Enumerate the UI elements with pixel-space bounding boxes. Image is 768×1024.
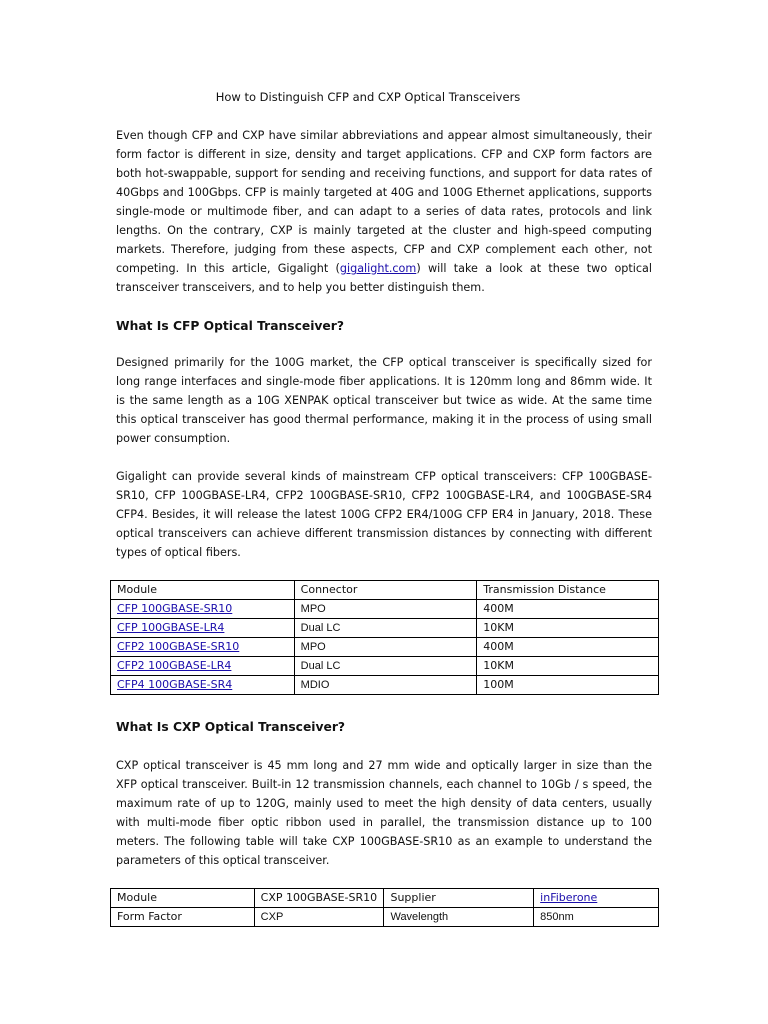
module-link[interactable]: CFP2 100GBASE-LR4 bbox=[111, 657, 295, 676]
module-link[interactable]: CFP 100GBASE-SR10 bbox=[111, 600, 295, 619]
connector-cell: MDIO bbox=[294, 676, 477, 695]
label-cell: Wavelength bbox=[384, 908, 534, 927]
cfp-modules-table bbox=[110, 580, 659, 695]
connector-cell: MPO bbox=[294, 600, 477, 619]
cxp-heading: What Is CXP Optical Transceiver? bbox=[116, 720, 346, 734]
table-row bbox=[111, 908, 659, 927]
cxp-parameters-table bbox=[110, 888, 659, 927]
document-title: How to Distinguish CFP and CXP Optical Transceivers bbox=[215, 90, 521, 104]
header-connector: Connector bbox=[294, 581, 477, 600]
module-link[interactable]: CFP2 100GBASE-SR10 bbox=[111, 638, 295, 657]
table-header-row bbox=[111, 581, 659, 600]
table-row bbox=[111, 889, 659, 908]
distance-cell: 100M bbox=[477, 676, 659, 695]
table-row bbox=[111, 638, 659, 657]
value-cell: CXP 100GBASE-SR10 bbox=[254, 889, 384, 908]
cfp-heading: What Is CFP Optical Transceiver? bbox=[116, 319, 344, 333]
intro-text-after-link: ) will take a look at these two optical transceiver transceivers, and to help you better distinguish them. bbox=[116, 262, 652, 294]
table-row bbox=[111, 676, 659, 695]
table-row bbox=[111, 600, 659, 619]
header-module: Module bbox=[111, 581, 295, 600]
label-cell: Module bbox=[111, 889, 255, 908]
module-link[interactable]: CFP4 100GBASE-SR4 bbox=[111, 676, 295, 695]
label-cell: Supplier bbox=[384, 889, 534, 908]
cfp-paragraph-1: Designed primarily for the 100G market, the CFP optical transceiver is specifically sized for long range interfaces and single-mode fiber applications. It is 120mm long and 86mm wide. It is the same length as a 10G XENPAK optical transceiver but twice as wide. At the same time this optical transceiver has good thermal performance, making it in the process of using small power consumption. bbox=[116, 356, 652, 445]
distance-cell: 400M bbox=[477, 638, 659, 657]
cxp-paragraph: CXP optical transceiver is 45 mm long and 27 mm wide and optically larger in size than the XFP optical transceiver. Built-in 12 transmission channels, each channel to 10Gb / s speed, the maximum rate of up to 120G, mainly used to meet the high density of data centers, usually with multi-mode fiber optic ribbon used in parallel, the transmission distance up to 100 meters. The following table will take CXP 100GBASE-SR10 as an example to understand the parameters of this optical transceiver. bbox=[116, 759, 652, 867]
gigalight-link[interactable]: gigalight.com bbox=[339, 262, 417, 275]
value-cell: 850nm bbox=[534, 908, 659, 927]
table-row bbox=[111, 619, 659, 638]
module-link[interactable]: CFP 100GBASE-LR4 bbox=[111, 619, 295, 638]
supplier-link[interactable]: inFiberone bbox=[534, 889, 659, 908]
intro-paragraph bbox=[116, 126, 652, 297]
intro-text-before-link: Even though CFP and CXP have similar abbreviations and appear almost simultaneously, their form factor is different in size, density and target applications. CFP and CXP form factors are both hot-swappable, support for sending and receiving functions, and support for data rates of 40Gbps and 100Gbps. CFP is mainly targeted at 40G and 100G Ethernet applications, supports single-mode or multimode fiber, and can adapt to a series of data rates, protocols and link lengths. On the contrary, CXP is mainly targeted at the cluster and high-speed computing markets. Therefore, judging from these aspects, CFP and CXP complement each other, not competing. In this article, Gigalight ( bbox=[116, 129, 652, 275]
connector-cell: Dual LC bbox=[294, 657, 477, 676]
distance-cell: 10KM bbox=[477, 619, 659, 638]
distance-cell: 400M bbox=[477, 600, 659, 619]
table-row bbox=[111, 657, 659, 676]
distance-cell: 10KM bbox=[477, 657, 659, 676]
cfp-paragraph-2: Gigalight can provide several kinds of mainstream CFP optical transceivers: CFP 100GBASE-SR10, CFP 100GBASE-LR4, CFP2 100GBASE-SR10, CFP2 100GBASE-LR4, and 100GBASE-SR4 CFP4. Besides, it will release the latest 100G CFP2 ER4/100G CFP ER4 in January, 2018. These optical transceivers can achieve different transmission distances by connecting with different types of optical fibers. bbox=[116, 470, 652, 559]
value-cell: CXP bbox=[254, 908, 384, 927]
connector-cell: MPO bbox=[294, 638, 477, 657]
label-cell: Form Factor bbox=[111, 908, 255, 927]
header-distance: Transmission Distance bbox=[477, 581, 659, 600]
connector-cell: Dual LC bbox=[294, 619, 477, 638]
